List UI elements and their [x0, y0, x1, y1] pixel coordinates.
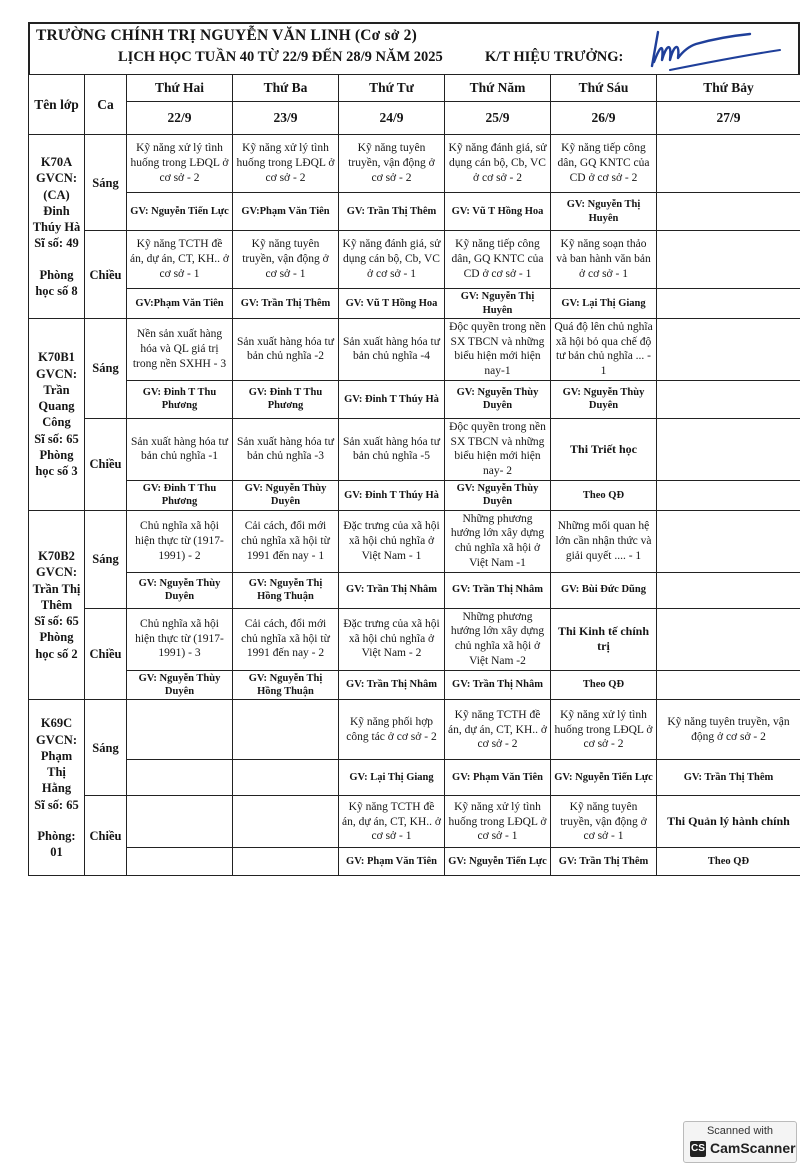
subject-cell: Thi Quản lý hành chính	[657, 796, 800, 848]
teacher-cell: GV: Đinh T Thu Phương	[127, 380, 233, 418]
class-info-line: Công	[42, 415, 71, 430]
date-header: 24/9	[339, 102, 445, 135]
teacher-cell: GV: Phạm Văn Tiên	[445, 760, 551, 796]
teacher-cell: GV: Nguyễn Thị Hồng Thuận	[233, 572, 339, 608]
shift-label: Sáng	[85, 135, 127, 231]
teacher-cell	[657, 480, 800, 510]
subject-cell: Kỹ năng soạn thảo và ban hành văn bản ở cơ sở - 1	[551, 231, 657, 289]
class-info-line: Sĩ số: 49	[34, 236, 79, 251]
schedule-title: LỊCH HỌC TUẦN 40 TỪ 22/9 ĐẾN 28/9 NĂM 2025	[118, 49, 443, 65]
subject-cell: Thi Kinh tế chính trị	[551, 608, 657, 670]
teacher-cell: GV: Nguyễn Thùy Duyên	[233, 480, 339, 510]
shift-label: Chiều	[85, 418, 127, 510]
subject-cell: Độc quyền trong nền SX TBCN và những biểu hiện mới hiện nay- 2	[445, 418, 551, 480]
teacher-cell	[657, 193, 800, 231]
shift-label: Sáng	[85, 700, 127, 796]
date-header: 25/9	[445, 102, 551, 135]
schedule-header	[28, 22, 800, 74]
subject-cell: Quá độ lên chủ nghĩa xã hội bỏ qua chế độ tư bản chủ nghĩa ... - 1	[551, 319, 657, 381]
class-name-cell	[29, 319, 85, 511]
class-info-line: Hằng	[41, 781, 72, 796]
subject-cell: Cải cách, đổi mới chủ nghĩa xã hội từ 1991 đến nay - 2	[233, 608, 339, 670]
teacher-row	[29, 848, 800, 876]
schedule-sheet	[28, 22, 800, 876]
teacher-cell: GV: Nguyễn Tiến Lực	[551, 760, 657, 796]
class-info-line: Sĩ số: 65	[34, 614, 79, 629]
teacher-cell: GV: Nguyễn Thị Huyên	[445, 289, 551, 319]
shift-label: Sáng	[85, 510, 127, 608]
teacher-cell: Theo QĐ	[551, 670, 657, 700]
teacher-row	[29, 193, 800, 231]
teacher-cell: GV: Bùi Đức Dũng	[551, 572, 657, 608]
teacher-row	[29, 760, 800, 796]
teacher-cell: GV: Trần Thị Nhâm	[339, 572, 445, 608]
subject-cell: Kỹ năng xử lý tình huống trong LĐQL ở cơ sở - 2	[233, 135, 339, 193]
subject-cell	[127, 796, 233, 848]
teacher-cell: GV: Nguyễn Thùy Duyên	[551, 380, 657, 418]
date-header: 27/9	[657, 102, 800, 135]
shift-column-header: Ca	[85, 75, 127, 135]
subject-row	[29, 700, 800, 760]
subject-cell: Kỹ năng tiếp công dân, GQ KNTC của CD ở cơ sở - 1	[445, 231, 551, 289]
teacher-cell: GV: Nguyễn Thùy Duyên	[127, 670, 233, 700]
subject-cell: Kỹ năng tuyên truyền, vận động ở cơ sở - 2	[339, 135, 445, 193]
subject-cell: Kỹ năng đánh giá, sử dụng cán bộ, Cb, VC ở cơ sở - 2	[445, 135, 551, 193]
class-name-cell	[29, 135, 85, 319]
teacher-cell: GV: Trần Thị Thêm	[551, 848, 657, 876]
subject-cell	[657, 510, 800, 572]
class-info-line: Phòng	[39, 447, 74, 462]
subject-cell: Kỹ năng TCTH đề án, dự án, CT, KH.. ở cơ sở - 1	[127, 231, 233, 289]
shift-label: Chiều	[85, 796, 127, 876]
teacher-cell: GV: Trần Thị Thêm	[657, 760, 800, 796]
class-info-line: Sĩ số: 65	[34, 797, 79, 812]
subject-cell: Sản xuất hàng hóa tư bản chủ nghĩa -1	[127, 418, 233, 480]
teacher-cell	[233, 848, 339, 876]
subject-cell: Kỹ năng tuyên truyền, vận động ở cơ sở - 2	[657, 700, 800, 760]
teacher-cell: GV: Nguyễn Thị Hồng Thuận	[233, 670, 339, 700]
subject-cell: Chủ nghĩa xã hội hiện thực từ (1917-1991) - 3	[127, 608, 233, 670]
subject-cell	[657, 319, 800, 381]
teacher-cell: Theo QĐ	[657, 848, 800, 876]
camscanner-text: CamScanner	[710, 1140, 796, 1156]
teacher-cell: GV:Phạm Văn Tiên	[233, 193, 339, 231]
teacher-cell: GV: Nguyễn Tiến Lực	[127, 193, 233, 231]
principal-label: K/T HIỆU TRƯỞNG:	[485, 49, 624, 65]
class-info-line: Phòng	[39, 267, 74, 282]
day-header: Thứ Năm	[445, 75, 551, 102]
subject-cell: Những phương hướng lớn xây dựng chủ nghĩa xã hội ở Việt Nam -1	[445, 510, 551, 572]
teacher-cell: GV: Nguyễn Thùy Duyên	[127, 572, 233, 608]
teacher-cell: GV: Nguyễn Thị Huyên	[551, 193, 657, 231]
class-info-line: Đinh	[43, 203, 70, 218]
class-info-line: K69C	[40, 716, 73, 731]
shift-label: Sáng	[85, 319, 127, 419]
camscanner-logo-icon: CS	[690, 1141, 706, 1157]
class-name-cell	[29, 700, 85, 876]
date-header: 26/9	[551, 102, 657, 135]
class-info-line	[32, 252, 81, 267]
day-header: Thứ Bảy	[657, 75, 800, 102]
teacher-cell	[127, 848, 233, 876]
subject-cell: Kỹ năng TCTH đề án, dự án, CT, KH.. ở cơ sở - 2	[445, 700, 551, 760]
class-info-line: GVCN:	[36, 366, 77, 381]
subject-cell	[233, 796, 339, 848]
teacher-cell: GV: Đinh T Thúy Hà	[339, 480, 445, 510]
date-header-row	[29, 102, 800, 135]
teacher-cell: GV: Trần Thị Nhâm	[445, 572, 551, 608]
class-info-line: GVCN:	[36, 171, 77, 186]
teacher-cell	[657, 380, 800, 418]
day-header: Thứ Hai	[127, 75, 233, 102]
subject-cell: Độc quyền trong nền SX TBCN và những biểu hiện mới hiện nay-1	[445, 319, 551, 381]
subject-row	[29, 135, 800, 193]
teacher-cell: GV:Phạm Văn Tiên	[127, 289, 233, 319]
subject-row	[29, 608, 800, 670]
teacher-cell: GV: Nguyễn Thùy Duyên	[445, 380, 551, 418]
subject-cell: Đặc trưng của xã hội xã hội chủ nghĩa ở Việt Nam - 1	[339, 510, 445, 572]
class-info-line: Phạm Thị	[40, 748, 73, 780]
teacher-cell: GV: Lại Thị Giang	[551, 289, 657, 319]
class-info-line: Trần	[43, 382, 70, 397]
subject-cell: Sản xuất hàng hóa tư bản chủ nghĩa -3	[233, 418, 339, 480]
class-info-line: học số 3	[35, 464, 78, 479]
subject-cell	[657, 135, 800, 193]
subject-row	[29, 231, 800, 289]
teacher-cell: GV: Vũ T Hồng Hoa	[339, 289, 445, 319]
teacher-cell: GV: Đinh T Thúy Hà	[339, 380, 445, 418]
subject-cell: Sản xuất hàng hóa tư bản chủ nghĩa -5	[339, 418, 445, 480]
subject-row	[29, 319, 800, 381]
teacher-row	[29, 480, 800, 510]
school-name: TRƯỜNG CHÍNH TRỊ NGUYỄN VĂN LINH (Cơ sở 2)	[36, 27, 417, 44]
class-name-cell	[29, 510, 85, 700]
schedule-table	[28, 74, 800, 876]
subject-cell: Kỹ năng xử lý tình huống trong LĐQL ở cơ sở - 2	[551, 700, 657, 760]
class-info-line: GVCN:	[36, 732, 77, 747]
teacher-cell: GV: Lại Thị Giang	[339, 760, 445, 796]
shift-label: Chiều	[85, 231, 127, 319]
class-info-line: Thúy Hà	[32, 220, 81, 234]
scanned-with-text: Scanned with	[706, 1125, 774, 1137]
class-info-line: K70B2	[38, 549, 75, 564]
teacher-cell	[657, 670, 800, 700]
camscanner-watermark	[683, 1121, 797, 1163]
subject-cell: Kỹ năng xử lý tình huống trong LĐQL ở cơ sở - 2	[127, 135, 233, 193]
class-info-line: Quang	[38, 399, 75, 414]
subject-cell: Kỹ năng phối hợp công tác ở cơ sở - 2	[339, 700, 445, 760]
subject-row	[29, 418, 800, 480]
class-info-line: GVCN:	[36, 565, 77, 580]
teacher-cell: GV: Đinh T Thu Phương	[127, 480, 233, 510]
teacher-row	[29, 380, 800, 418]
subject-row	[29, 510, 800, 572]
subject-cell: Đặc trưng của xã hội xã hội chủ nghĩa ở Việt Nam - 2	[339, 608, 445, 670]
class-info-line: (CA)	[43, 187, 70, 202]
class-info-line: K70B1	[38, 350, 75, 365]
class-info-line: Phòng	[39, 630, 74, 645]
subject-cell: Những phương hướng lớn xây dựng chủ nghĩa xã hội ở Việt Nam -2	[445, 608, 551, 670]
class-info-line: học số 8	[35, 283, 78, 298]
subject-cell	[657, 231, 800, 289]
subject-cell	[233, 700, 339, 760]
subject-cell: Kỹ năng tuyên truyền, vận động ở cơ sở - 1	[551, 796, 657, 848]
teacher-cell: GV: Trần Thị Nhâm	[445, 670, 551, 700]
teacher-cell	[233, 760, 339, 796]
teacher-cell	[127, 760, 233, 796]
teacher-cell: GV: Trần Thị Nhâm	[339, 670, 445, 700]
day-header: Thứ Sáu	[551, 75, 657, 102]
shift-label: Chiều	[85, 608, 127, 700]
class-info-line: Sĩ số: 65	[34, 431, 79, 446]
teacher-cell: GV: Phạm Văn Tiên	[339, 848, 445, 876]
class-info-line	[32, 813, 81, 828]
class-info-line: học số 2	[35, 646, 78, 661]
subject-cell: Sản xuất hàng hóa tư bản chủ nghĩa -4	[339, 319, 445, 381]
subject-cell: Sản xuất hàng hóa tư bản chủ nghĩa -2	[233, 319, 339, 381]
class-column-header: Tên lớp	[29, 75, 85, 135]
teacher-row	[29, 289, 800, 319]
teacher-row	[29, 670, 800, 700]
subject-cell: Kỹ năng tiếp công dân, GQ KNTC của CD ở cơ sở - 2	[551, 135, 657, 193]
subject-cell: Kỹ năng TCTH đề án, dự án, CT, KH.. ở cơ sở - 1	[339, 796, 445, 848]
day-header: Thứ Tư	[339, 75, 445, 102]
teacher-row	[29, 572, 800, 608]
teacher-cell: GV: Trần Thị Thêm	[233, 289, 339, 319]
date-header: 22/9	[127, 102, 233, 135]
date-header: 23/9	[233, 102, 339, 135]
teacher-cell: GV: Đinh T Thu Phương	[233, 380, 339, 418]
subject-cell: Kỹ năng xử lý tình huống trong LĐQL ở cơ sở - 1	[445, 796, 551, 848]
subject-cell: Chủ nghĩa xã hội hiện thực từ (1917-1991) - 2	[127, 510, 233, 572]
teacher-cell: Theo QĐ	[551, 480, 657, 510]
subject-cell: Thi Triết học	[551, 418, 657, 480]
signature-image	[640, 26, 790, 76]
teacher-cell: GV: Nguyễn Thùy Duyên	[445, 480, 551, 510]
teacher-cell: GV: Vũ T Hồng Hoa	[445, 193, 551, 231]
teacher-cell	[657, 289, 800, 319]
class-info-line: Thêm	[40, 597, 73, 612]
teacher-cell	[657, 572, 800, 608]
subject-cell	[657, 608, 800, 670]
subject-cell: Cải cách, đổi mới chủ nghĩa xã hội từ 1991 đến nay - 1	[233, 510, 339, 572]
subject-cell	[657, 418, 800, 480]
subject-cell: Kỹ năng tuyên truyền, vận động ở cơ sở - 1	[233, 231, 339, 289]
class-info-line: K70A	[40, 155, 73, 169]
class-info-line: Phòng: 01	[37, 828, 76, 860]
subject-cell: Những mối quan hệ lớn cần nhận thức và giải quyết .... - 1	[551, 510, 657, 572]
day-header: Thứ Ba	[233, 75, 339, 102]
subject-cell: Kỹ năng đánh giá, sử dụng cán bộ, Cb, VC ở cơ sở - 1	[339, 231, 445, 289]
day-header-row	[29, 75, 800, 102]
teacher-cell: GV: Nguyễn Tiến Lực	[445, 848, 551, 876]
subject-row	[29, 796, 800, 848]
subject-cell	[127, 700, 233, 760]
teacher-cell: GV: Trần Thị Thêm	[339, 193, 445, 231]
class-info-line: Trần Thị	[32, 581, 81, 596]
subject-cell: Nền sản xuất hàng hóa và QL giá trị trong nền SXHH - 3	[127, 319, 233, 381]
